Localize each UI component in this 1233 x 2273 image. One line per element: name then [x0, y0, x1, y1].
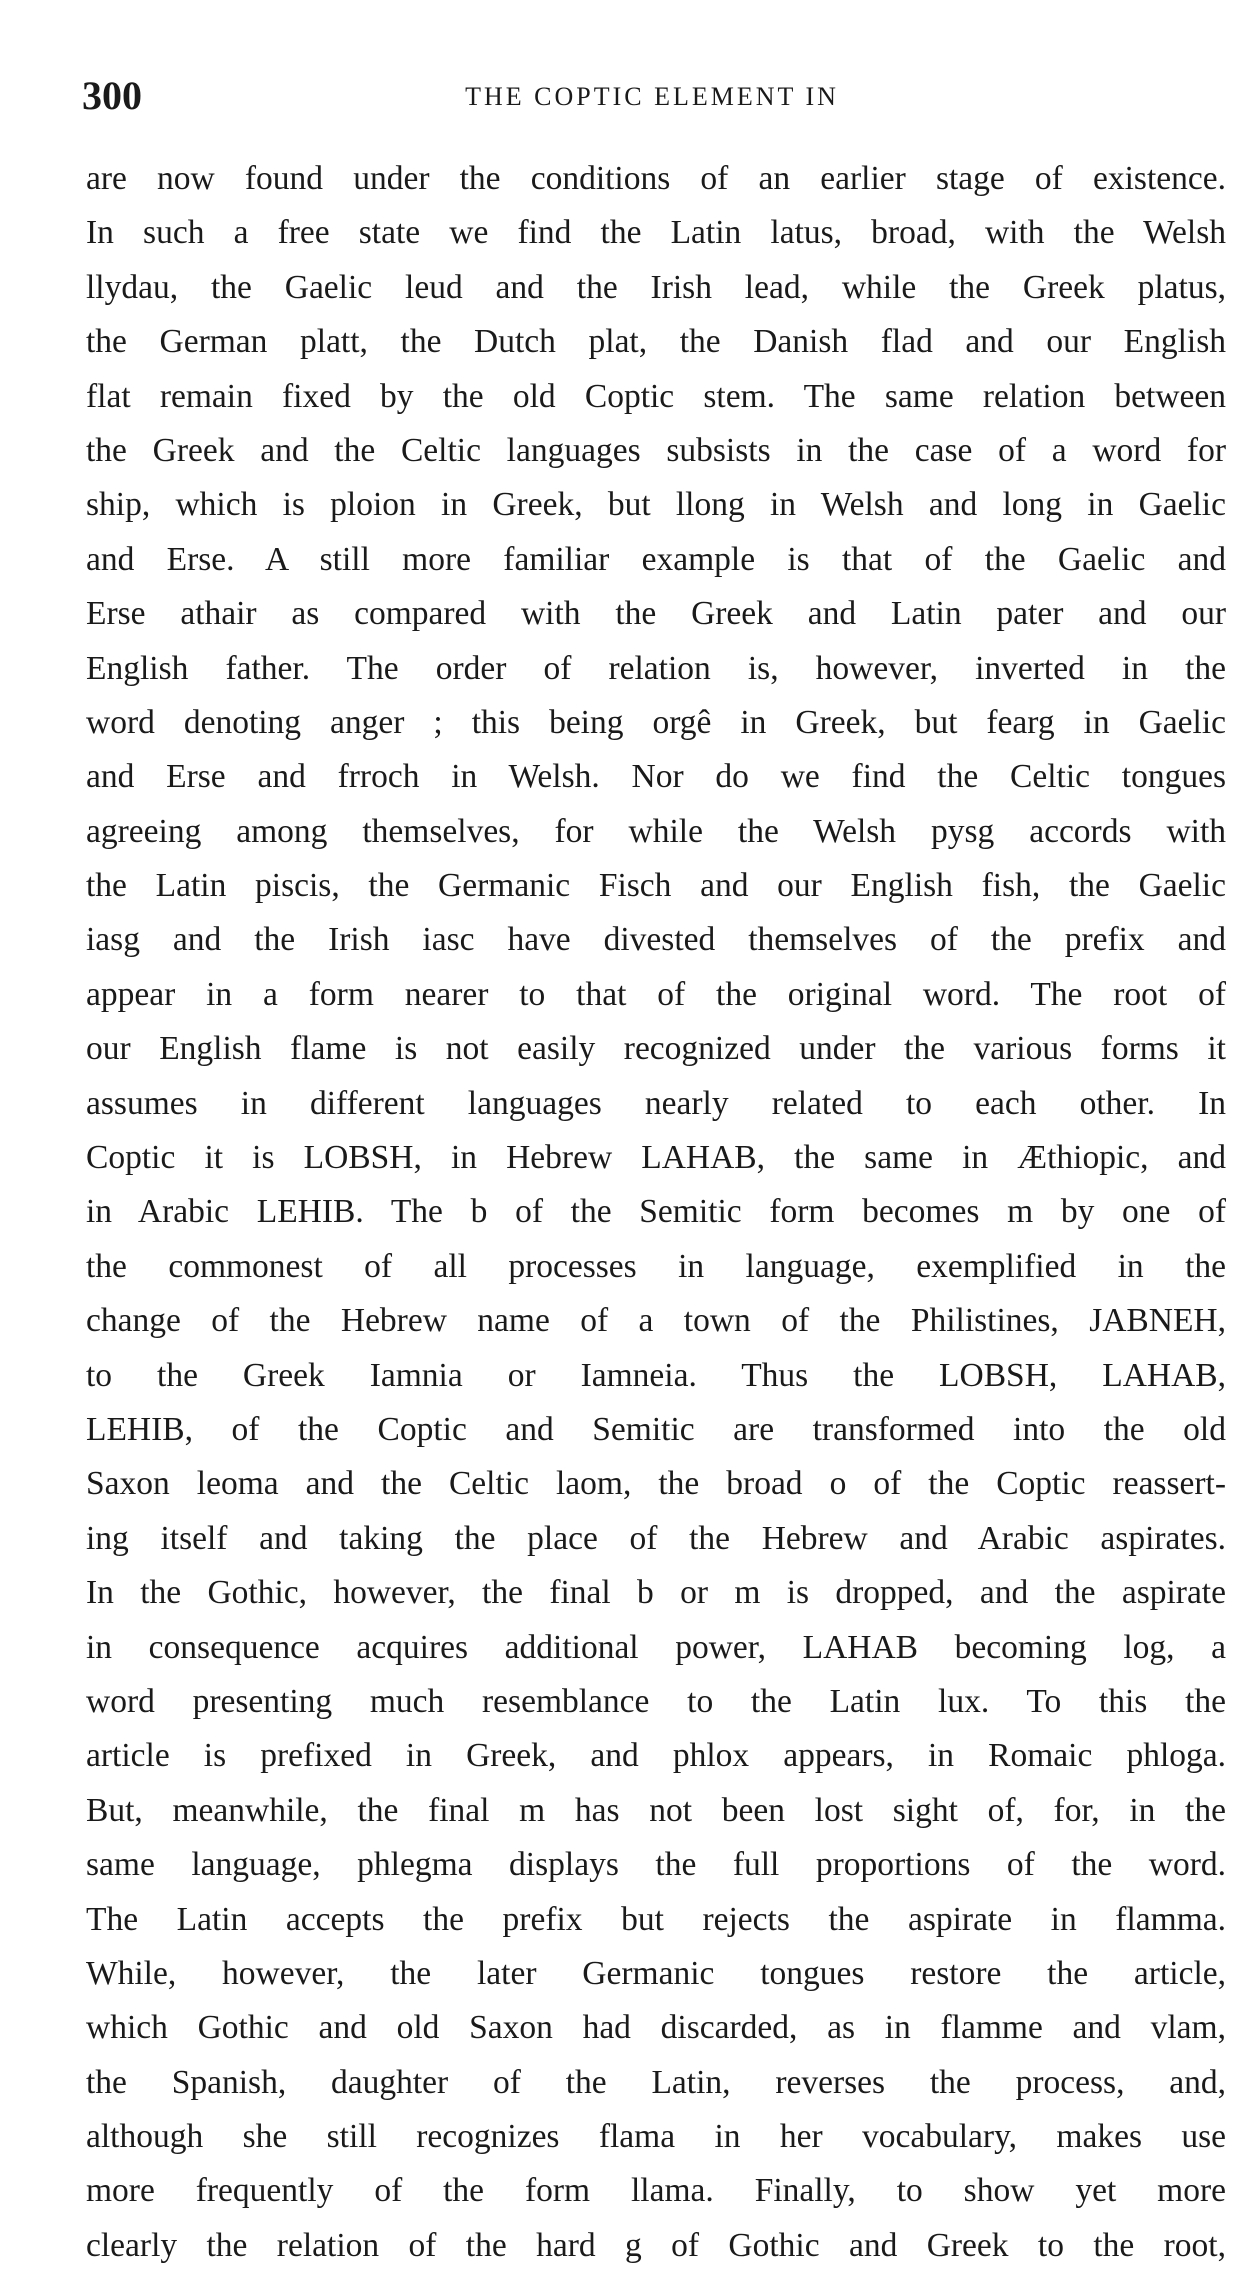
text-line: which Gothic and old Saxon had discarded, as in flamme and vlam,	[86, 2009, 1226, 2047]
text-line: and Erse. A still more familiar example is that of the Gaelic and	[86, 540, 1226, 578]
text-line: although she still recognizes flama in her vocabulary, makes use	[86, 2118, 1226, 2156]
text-line: Saxon leoma and the Celtic laom, the broad o of the Coptic reassert-	[86, 1465, 1226, 1503]
text-line: clearly the relation of the hard g of Gothic and Greek to the root,	[86, 2226, 1226, 2264]
text-line: the Spanish, daughter of the Latin, reverses the process, and,	[86, 2063, 1226, 2101]
text-line: While, however, the later Germanic tongues restore the article,	[86, 1954, 1226, 1992]
text-line: and Erse and frroch in Welsh. Nor do we find the Celtic tongues	[86, 758, 1226, 796]
text-line: Coptic it is LOBSH, in Hebrew LAHAB, the same in Æthiopic, and	[86, 1139, 1226, 1177]
text-line: to the Greek Iamnia or Iamneia. Thus the LOBSH, LAHAB,	[86, 1356, 1226, 1394]
text-line: ship, which is ploion in Greek, but llong in Welsh and long in Gaelic	[86, 486, 1226, 524]
text-line: flat remain fixed by the old Coptic stem. The same relation between	[86, 377, 1226, 415]
text-line: change of the Hebrew name of a town of the Philistines, JABNEH,	[86, 1302, 1226, 1340]
text-line: the German platt, the Dutch plat, the Danish flad and our English	[86, 323, 1226, 361]
running-head: THE COPTIC ELEMENT IN	[465, 82, 839, 111]
text-line: English father. The order of relation is, however, inverted in the	[86, 649, 1226, 687]
body-paragraph	[86, 152, 1226, 2273]
text-line: in Arabic LEHIB. The b of the Semitic form becomes m by one of	[86, 1193, 1226, 1231]
text-line: Erse athair as compared with the Greek and Latin pater and our	[86, 595, 1226, 633]
page-number: 300	[82, 73, 142, 118]
text-line: LEHIB, of the Coptic and Semitic are transformed into the old	[86, 1410, 1226, 1448]
text-line: But, meanwhile, the final m has not been lost sight of, for, in the	[86, 1791, 1226, 1829]
text-line: appear in a form nearer to that of the original word. The root of	[86, 975, 1226, 1013]
text-line: more frequently of the form llama. Finally, to show yet more	[86, 2172, 1226, 2210]
text-line: ing itself and taking the place of the Hebrew and Arabic aspirates.	[86, 1519, 1226, 1557]
text-line: llydau, the Gaelic leud and the Irish lead, while the Greek platus,	[86, 268, 1226, 306]
text-line: iasg and the Irish iasc have divested themselves of the prefix and	[86, 921, 1226, 959]
text-line: article is prefixed in Greek, and phlox appears, in Romaic phloga.	[86, 1737, 1226, 1775]
text-line: same language, phlegma displays the full proportions of the word.	[86, 1846, 1226, 1884]
text-line: the Greek and the Celtic languages subsists in the case of a word for	[86, 431, 1226, 469]
page-header	[82, 72, 1222, 126]
text-line: assumes in different languages nearly related to each other. In	[86, 1084, 1226, 1122]
text-line: word presenting much resemblance to the Latin lux. To this the	[86, 1682, 1226, 1720]
text-line: are now found under the conditions of an earlier stage of existence.	[86, 160, 1226, 197]
text-line: The Latin accepts the prefix but rejects the aspirate in flamma.	[86, 1900, 1226, 1938]
text-line: the commonest of all processes in language, exemplified in the	[86, 1247, 1226, 1285]
text-line: in consequence acquires additional power, LAHAB becoming log, a	[86, 1628, 1226, 1666]
text-line: In the Gothic, however, the final b or m is dropped, and the aspirate	[86, 1574, 1226, 1612]
text-line: word denoting anger ; this being orgê in Greek, but fearg in Gaelic	[86, 703, 1226, 741]
text-line: our English flame is not easily recognized under the various forms it	[86, 1030, 1226, 1068]
text-line: the Latin piscis, the Germanic Fisch and our English fish, the Gaelic	[86, 867, 1226, 905]
text-line: In such a free state we find the Latin latus, broad, with the Welsh	[86, 214, 1226, 252]
text-line: agreeing among themselves, for while the Welsh pysg accords with	[86, 812, 1226, 850]
